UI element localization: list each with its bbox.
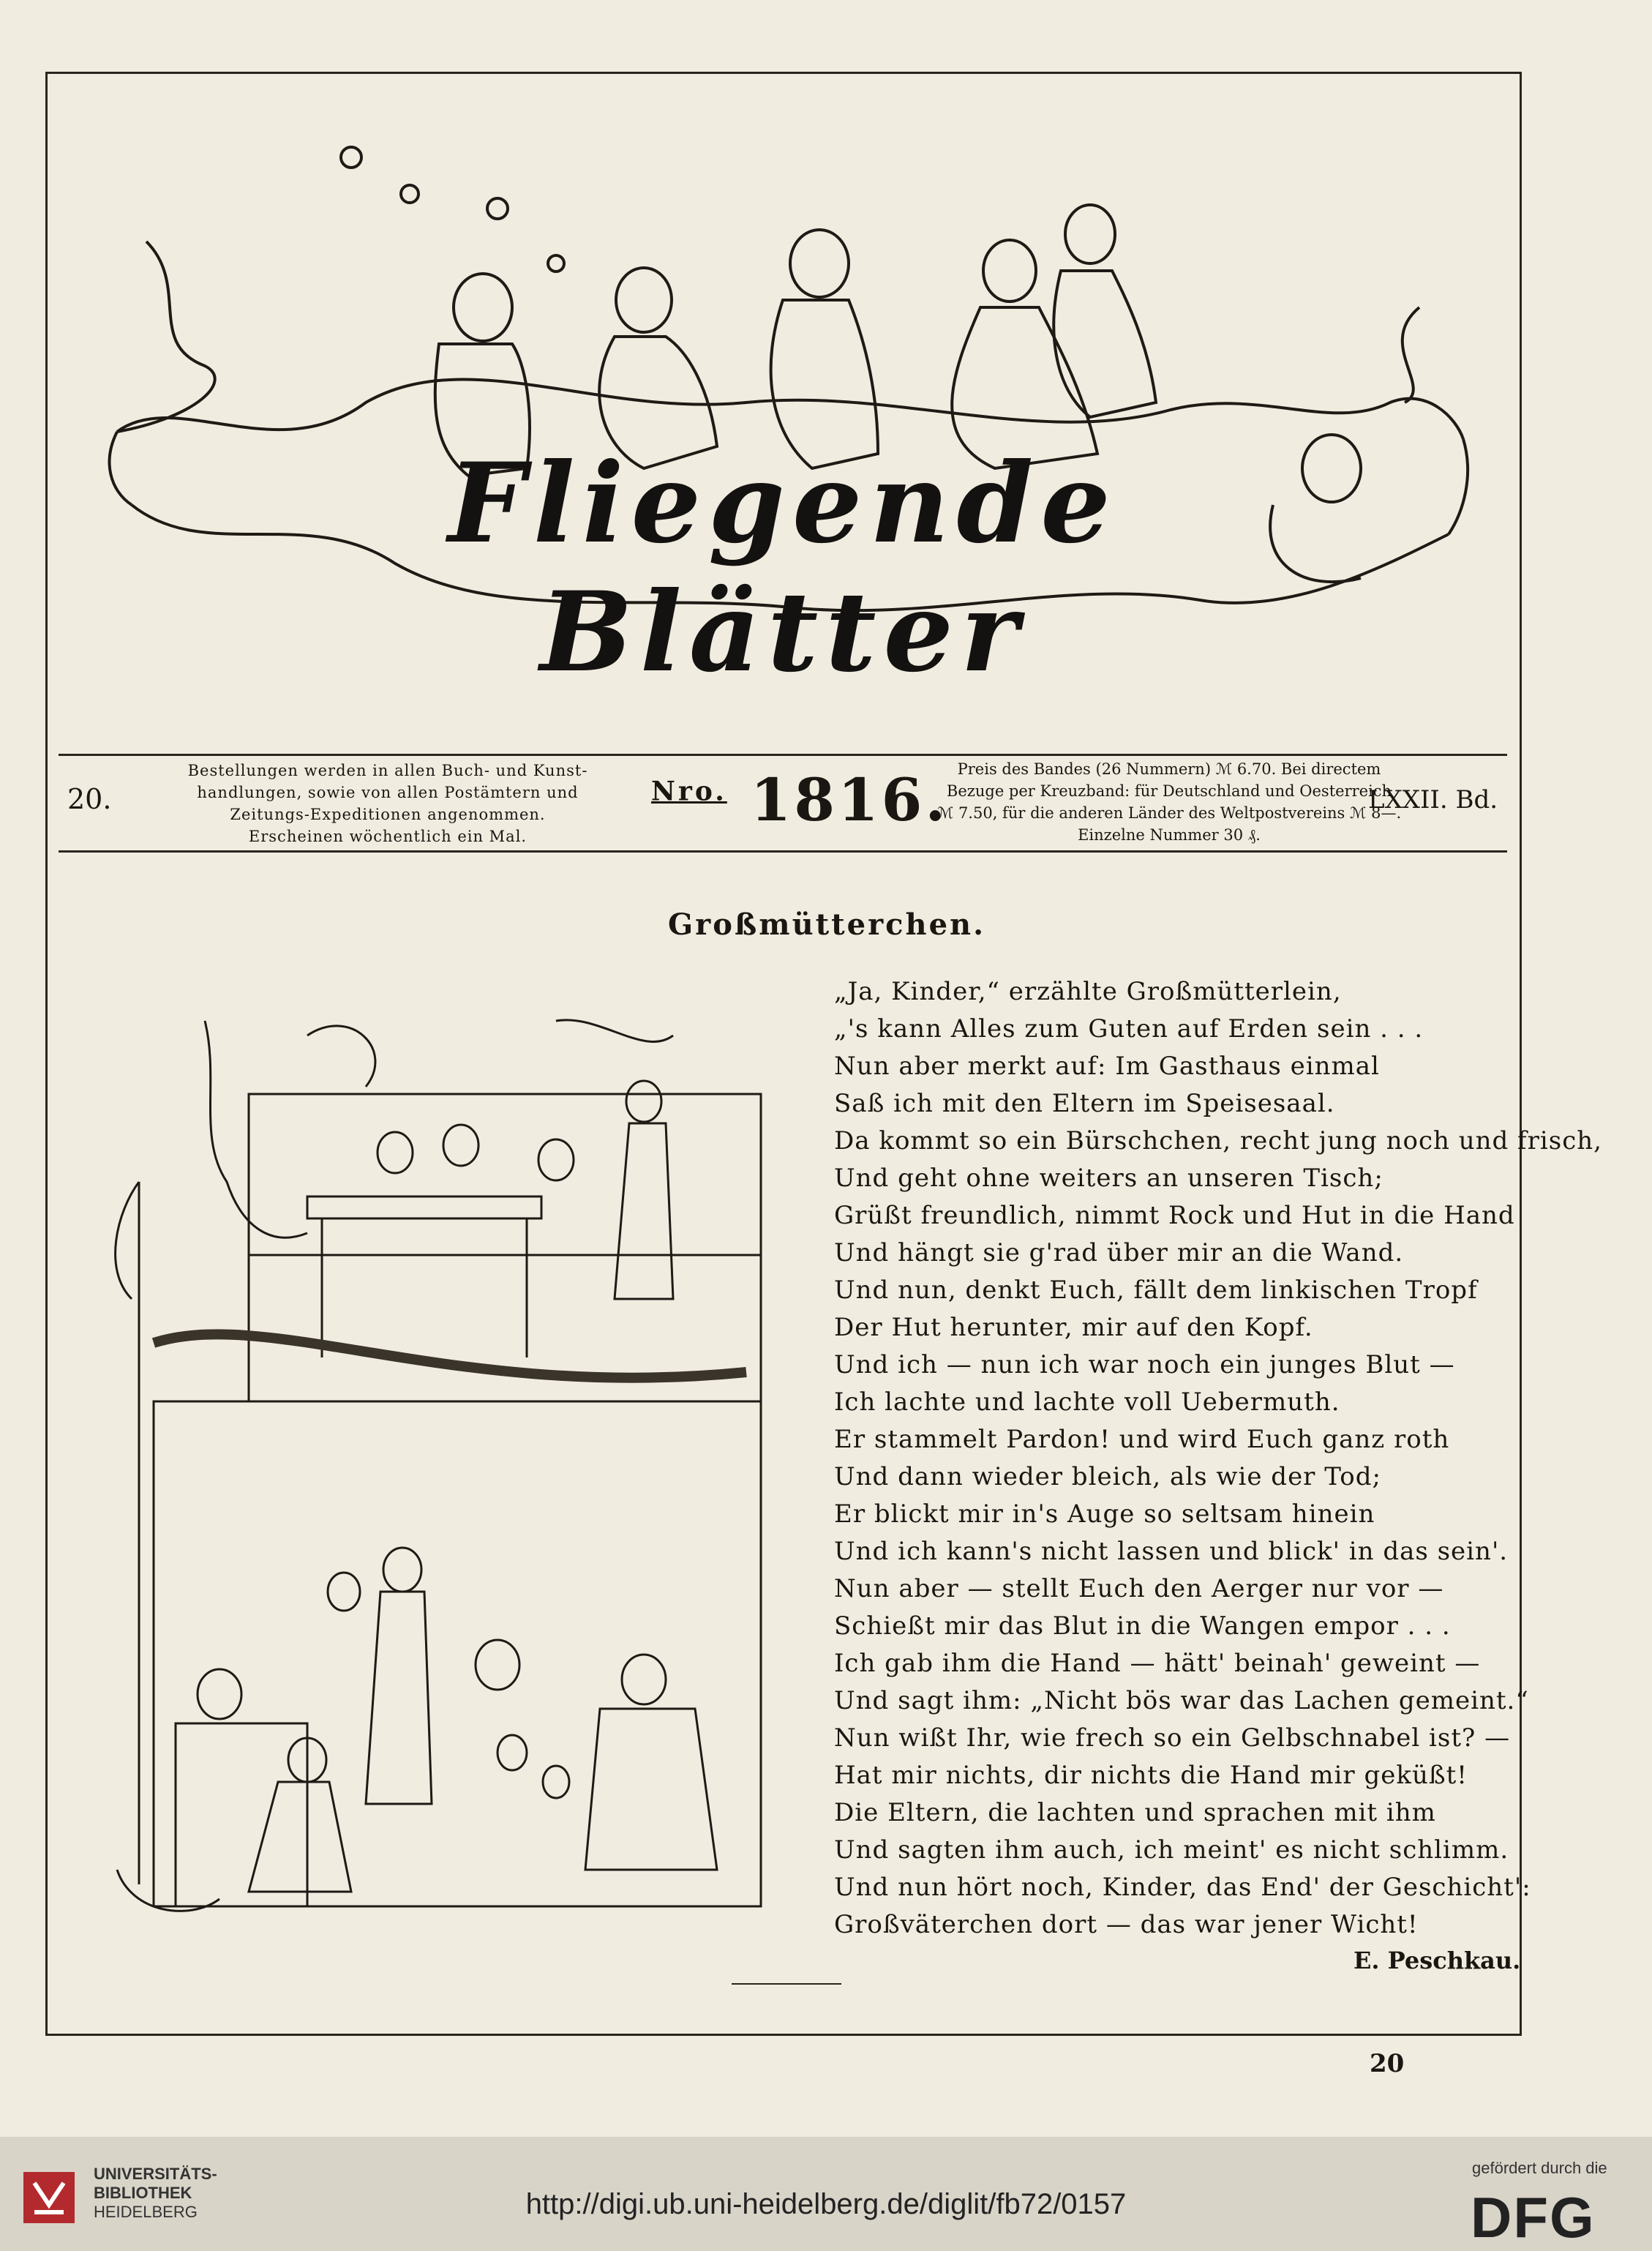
poem-line: Saß ich mit den Eltern im Speisesaal. (834, 1089, 1335, 1118)
order-info (139, 760, 637, 847)
band-rule-bottom (59, 850, 1507, 853)
order-info-line: Bestellungen werden in allen Buch- und Kunst- (187, 762, 588, 779)
poem-line: Nun wißt Ihr, wie frech so ein Gelbschnabel ist? — (834, 1723, 1511, 1753)
poem-line: Er stammelt Pardon! und wird Euch ganz roth (834, 1425, 1450, 1454)
price-info-line: ℳ 7.50, für die anderen Länder des Weltpostvereins ℳ 8—. (936, 804, 1402, 822)
poem-line: Und sagten ihm auch, ich meint' es nicht schlimm. (834, 1835, 1509, 1865)
poem-line: „'s kann Alles zum Guten auf Erden sein . . . (834, 1014, 1424, 1044)
order-info-line: Zeitungs-Expeditionen angenommen. (230, 806, 546, 823)
dfg-logo[interactable]: DFG (1471, 2185, 1596, 2250)
poem-line: Er blickt mir in's Auge so seltsam hinein (834, 1499, 1375, 1529)
issue-number-prefix: Nro. (651, 776, 727, 807)
poem-line: Und ich kann's nicht lassen und blick' in das sein'. (834, 1537, 1509, 1566)
poem-line: Und nun hört noch, Kinder, das End' der Geschicht': (834, 1873, 1531, 1902)
price-info-line: Preis des Bandes (26 Nummern) ℳ 6.70. Bei directem (957, 760, 1381, 778)
library-name-line: HEIDELBERG (94, 2203, 198, 2221)
poem-line: Ich gab ihm die Hand — hätt' beinah' geweint — (834, 1649, 1481, 1678)
poem-line: Und sagt ihm: „Nicht bös war das Lachen gemeint.“ (834, 1686, 1529, 1715)
band-rule-top (59, 754, 1507, 756)
price-info-line: Einzelne Nummer 30 ₰. (1078, 826, 1261, 844)
poem-line: Und geht ohne weiters an unseren Tisch; (834, 1164, 1383, 1193)
poem-line: Und dann wieder bleich, als wie der Tod; (834, 1462, 1381, 1491)
poem-line: Der Hut herunter, mir auf den Kopf. (834, 1313, 1313, 1342)
poem-lines (834, 973, 1602, 1944)
poem-line: Und nun, denkt Euch, fällt dem linkischen Tropf (834, 1276, 1478, 1305)
price-info (928, 758, 1411, 846)
poem-title: Großmütterchen. (667, 907, 986, 942)
poem-line: Nun aber merkt auf: Im Gasthaus einmal (834, 1052, 1380, 1081)
order-info-line: Erscheinen wöchentlich ein Mal. (248, 828, 527, 845)
poem-line: Grüßt freundlich, nimmt Rock und Hut in die Hand (834, 1201, 1515, 1230)
poem-line: Da kommt so ein Bürschchen, recht jung noch und frisch, (834, 1126, 1602, 1156)
issue-number (651, 765, 948, 834)
poem-line: Ich lachte und lachte voll Uebermuth. (834, 1387, 1340, 1417)
order-info-line: handlungen, sowie von allen Postämtern und (197, 784, 579, 801)
poem-line: „Ja, Kinder,“ erzählte Großmütterlein, (834, 977, 1342, 1006)
permalink[interactable]: http://digi.ub.uni-heidelberg.de/diglit/fb72/0157 (525, 2188, 1127, 2220)
poem-line: Und hängt sie g'rad über mir an die Wand. (834, 1238, 1404, 1267)
volume-number: 20. (67, 783, 112, 815)
masthead-title: Fliegende Blätter (448, 439, 1118, 697)
poem-author: E. Peschkau. (1353, 1947, 1521, 1974)
poem-illustration (88, 992, 790, 1943)
poem-line: Großväterchen dort — das war jener Wicht! (834, 1910, 1419, 1939)
poem-line: Nun aber — stellt Euch den Aerger nur vor — (834, 1574, 1444, 1603)
poem-line: Schießt mir das Blut in die Wangen empor . . . (834, 1611, 1451, 1641)
sponsor-text: gefördert durch die (1472, 2159, 1607, 2177)
poem-line: Hat mir nichts, dir nichts die Hand mir geküßt! (834, 1761, 1468, 1790)
end-rule (732, 1983, 841, 1985)
band-number: LXXII. Bd. (1368, 785, 1498, 814)
issue-number-value: 1816. (750, 765, 949, 834)
library-name-line: BIBLIOTHEK (94, 2184, 192, 2202)
page-number: 20 (1370, 2049, 1405, 2078)
poem-line: Die Eltern, die lachten und sprachen mit ihm (834, 1798, 1436, 1827)
price-info-line: Bezuge per Kreuzband: für Deutschland und Oesterreich (946, 782, 1392, 800)
poem-line: Und ich — nun ich war noch ein junges Blut — (834, 1350, 1455, 1379)
library-name-line: UNIVERSITÄTS- (94, 2165, 217, 2183)
